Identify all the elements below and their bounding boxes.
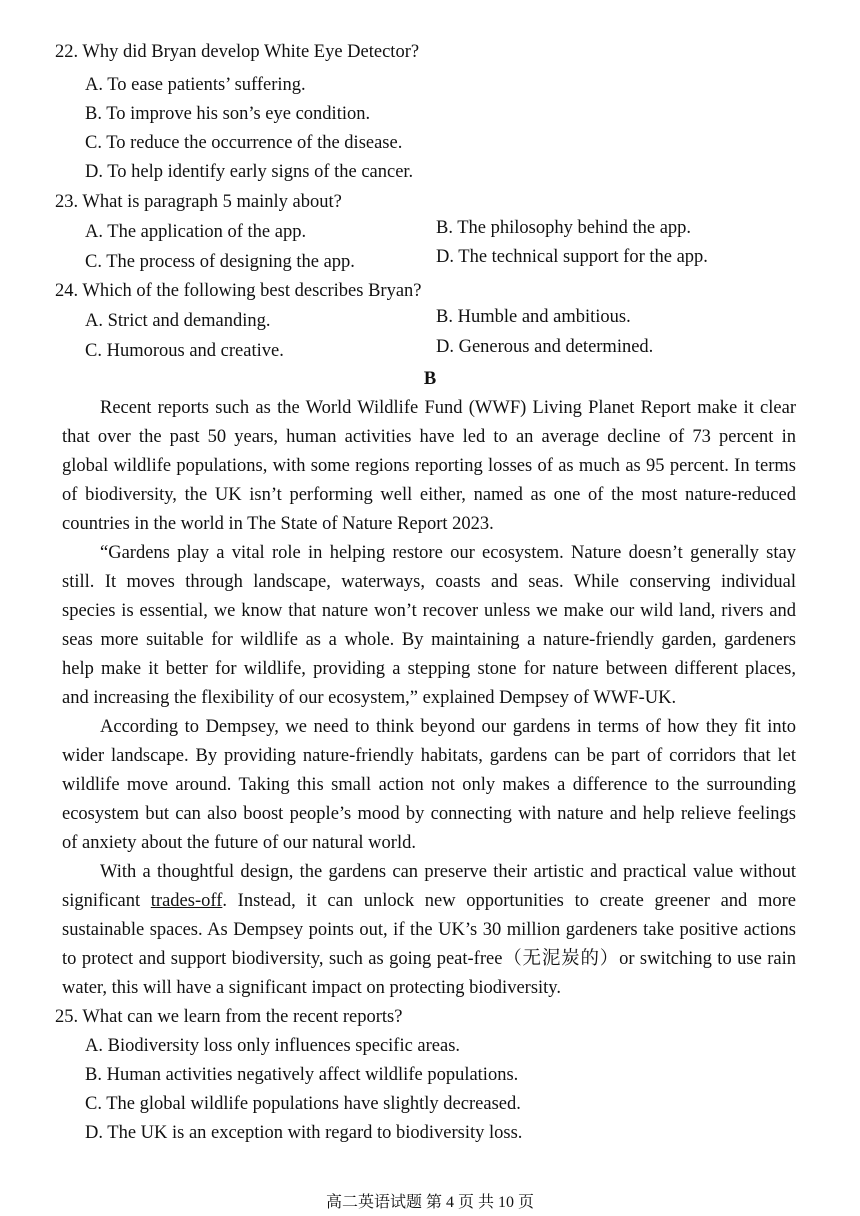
question-24-option-a: A. Strict and demanding. [85,311,271,331]
passage-line [62,889,796,913]
underlined-phrase: trades-off [150,891,223,911]
question-22-option-a: A. To ease patients’ suffering. [85,75,306,95]
passage-text: . Instead, it can unlock new opportunities to create greener and more [222,891,797,911]
page-footer: 高二英语试题 第 4 页 共 10 页 [325,1194,534,1211]
passage-line: countries in the world in The State of Nature Report 2023. [62,514,494,534]
question-23-stem: 23. What is paragraph 5 mainly about? [55,192,342,212]
passage-line: and increasing the flexibility of our ecosystem,” explained Dempsey of WWF-UK. [62,688,677,708]
passage-line: wildlife move around. Taking this small action not only makes a difference to the surrounding [62,775,796,795]
question-22-option-b: B. To improve his son’s eye condition. [85,104,371,124]
question-24-stem: 24. Which of the following best describes Bryan? [55,281,422,301]
passage-line: seas more suitable for wildlife as a whole. By maintaining a nature-friendly garden, gardeners [62,630,796,650]
question-25-option-b: B. Human activities negatively affect wildlife populations. [85,1065,519,1085]
passage-text: significant [62,891,151,911]
question-22-option-d: D. To help identify early signs of the cancer. [85,162,414,182]
passage-line: to protect and support biodiversity, such as going peat-free（无泥炭的）or switching to use rain [62,949,796,969]
question-22-stem: 22. Why did Bryan develop White Eye Detector? [55,42,420,62]
passage-line: water, this will have a significant impact on protecting biodiversity. [62,978,561,998]
passage-line: With a thoughtful design, the gardens can preserve their artistic and practical value without [100,862,796,882]
question-23-option-d: D. The technical support for the app. [436,247,708,267]
question-22-option-c: C. To reduce the occurrence of the disease. [85,133,403,153]
question-25-option-a: A. Biodiversity loss only influences specific areas. [85,1036,461,1056]
passage-line: “Gardens play a vital role in helping restore our ecosystem. Nature doesn’t generally stay [100,543,796,563]
question-23-option-b: B. The philosophy behind the app. [436,218,692,238]
passage-line: wider landscape. By providing nature-friendly habitats, gardens can be part of corridors that let [62,746,796,766]
passage-line: Recent reports such as the World Wildlife Fund (WWF) Living Planet Report make it clear [100,398,796,418]
question-23-option-c: C. The process of designing the app. [85,252,355,272]
passage-line: help make it better for wildlife, providing a stepping stone for nature between different places, [62,659,796,679]
question-24-option-b: B. Humble and ambitious. [436,307,631,327]
section-label: B [423,369,437,389]
passage-line: of anxiety about the future of our natural world. [62,833,416,853]
question-24-option-c: C. Humorous and creative. [85,341,284,361]
passage-line: According to Dempsey, we need to think beyond our gardens in terms of how they fit into [100,717,796,737]
passage-line: global wildlife populations, with some regions reporting losses of as much as 95 percent. In terms [62,456,796,476]
passage-line: still. It moves through landscape, waterways, coasts and seas. While conserving individual [62,572,796,592]
passage-line: ecosystem but can also boost people’s mood by connecting with nature and help relieve feelings [62,804,796,824]
passage-line: that over the past 50 years, human activities have led to an average decline of 73 percent in [62,427,796,447]
question-23-option-a: A. The application of the app. [85,222,307,242]
question-25-option-c: C. The global wildlife populations have slightly decreased. [85,1094,521,1114]
passage-line: sustainable spaces. As Dempsey points out, if the UK’s 30 million gardeners take positive actions [62,920,796,940]
passage-line: of biodiversity, the UK isn’t performing well either, named as one of the most nature-reduced [62,485,796,505]
question-24-option-d: D. Generous and determined. [436,337,654,357]
question-25-stem: 25. What can we learn from the recent reports? [55,1007,403,1027]
question-25-option-d: D. The UK is an exception with regard to biodiversity loss. [85,1123,523,1143]
passage-line: species is essential, we know that nature won’t recover unless we make our wild land, rivers and [62,601,796,621]
